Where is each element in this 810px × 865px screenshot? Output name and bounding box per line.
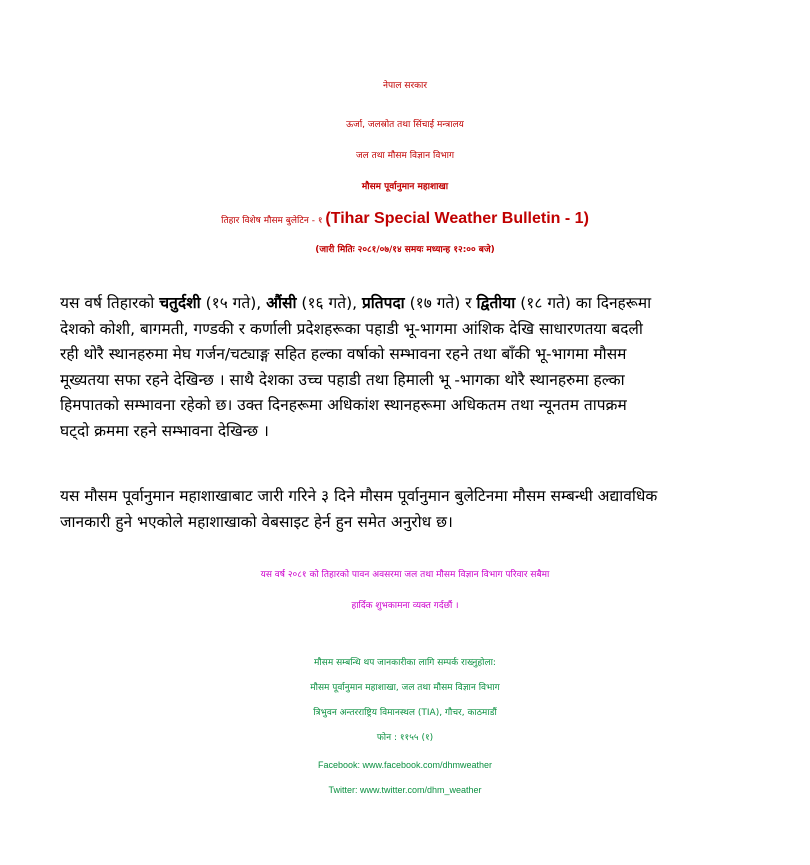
request-line-2: जानकारी हुने भएकोले महाशाखाको वेबसाइट हेर्न हुन समेत अनुरोध छ। [60,512,453,531]
bulletin-title [0,207,810,233]
bulletin-title-nepali: तिहार विशेष मौसम बुलेटिन - १ [221,216,323,226]
pratipada-label: प्रतिपदा [361,294,405,312]
contact-intro: मौसम सम्बन्धि थप जानकारीका लागि सम्पर्क राख्नुहोला: [314,658,496,668]
ministry-title: ऊर्जा, जलस्रोत तथा सिंचाई मन्त्रालय [346,120,464,130]
forecast-line-5: हिमपातको सम्भावना रहेको छ। उक्त दिनहरूमा अधिकांश स्थानहरूमा अधिकतम तथा न्यूनतम तापक्रम [60,396,627,414]
website-request-paragraph [60,484,760,535]
aunsi-label: औंसी [266,294,297,312]
issued-date: (जारी मितिः २०८१/०७/१४ समयः मध्यान्ह १२:०० बजे) [315,245,495,255]
twitter-link[interactable]: Twitter: www.twitter.com/dhm_weather [328,785,482,795]
contact-division: मौसम पूर्वानुमान महाशाखा, जल तथा मौसम विज्ञान विभाग [310,683,500,693]
facebook-link[interactable]: Facebook: www.facebook.com/dhmweather [317,760,493,770]
forecast-line-2: देशको कोशी, बागमती, गण्डकी र कर्णाली प्रदेशहरूका पहाडी भू-भागमा आंशिक देखि साधारणतया बदली [60,319,643,338]
forecast-line-3: रही थोरै स्थानहरुमा मेघ गर्जन/चट्याङ्ग सहित हल्का वर्षाको सम्भावना रहने तथा बाँकी भू-भागमा मौसम [60,345,627,363]
contact-address: त्रिभुवन अन्तरराष्ट्रिय विमानस्थल (TIA), गौचर, काठमाडौं [313,708,497,718]
chaturdashi-label: चतुर्दशी [159,294,201,312]
forecast-line-6: घट्दो क्रममा रहने सम्भावना देखिन्छ । [60,421,269,440]
division-title: मौसम पूर्वानुमान महाशाखा [361,182,449,192]
government-title: नेपाल सरकार [382,81,428,91]
greeting-line-1: यस वर्ष २०८१ को तिहारको पावन अवसरमा जल तथा मौसम विज्ञान विभाग परिवार सबैमा [260,570,550,580]
dwitiya-label: द्वितीया [476,294,516,312]
greeting-line-2: हार्दिक शुभकामना व्यक्त गर्दछौं । [351,601,459,611]
department-title: जल तथा मौसम विज्ञान विभाग [355,151,455,161]
forecast-paragraph [60,291,760,444]
request-line-1: यस मौसम पूर्वानुमान महाशाखाबाट जारी गरिने ३ दिने मौसम पूर्वानुमान बुलेटिनमा मौसम सम्बन्धी अद्यावधिक [60,487,658,505]
bulletin-title-english: (Tihar Special Weather Bulletin - 1) [325,210,589,227]
contact-phone: फोन : ११५५ (१) [376,733,434,743]
forecast-line-4: मूख्यतया सफा रहने देखिन्छ । साथै देशका उच्च पहाडी तथा हिमाली भू -भागका थोरै स्थानहरुमा हल्का [60,370,625,389]
forecast-line-1: यस वर्ष तिहारको चतुर्दशी (१५ गते), औंसी (१६ गते), प्रतिपदा (१७ गते) र द्वितीया (१८ गते) का दिनहरूमा [60,294,652,312]
